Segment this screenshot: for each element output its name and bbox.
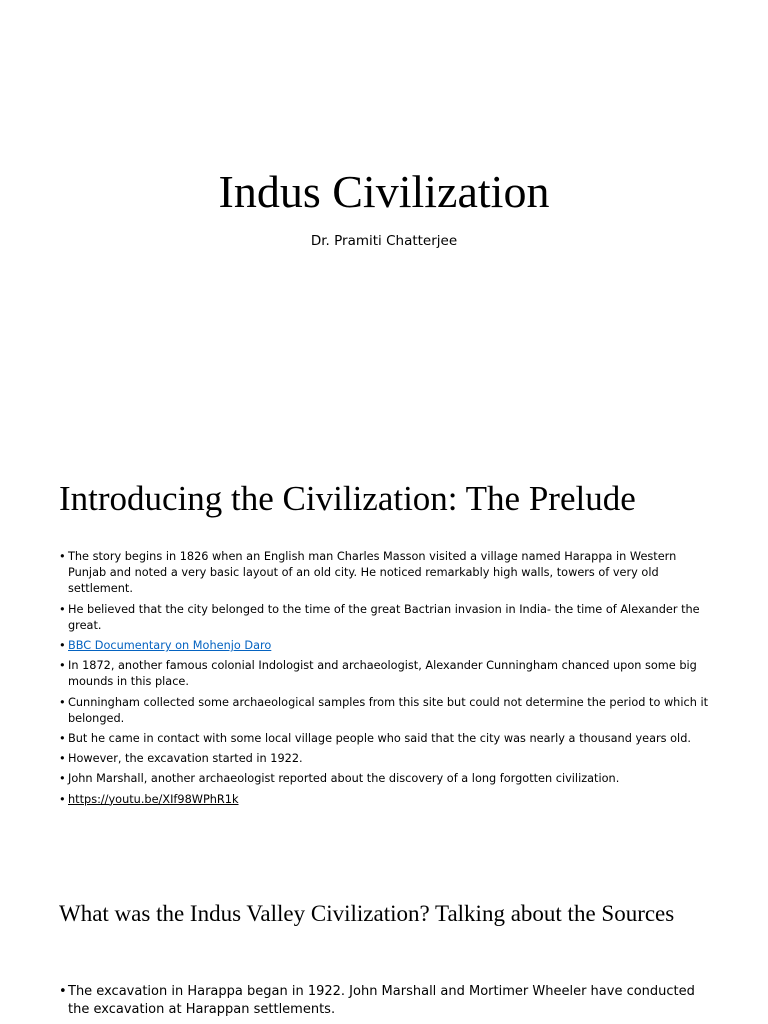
slide-heading: What was the Indus Valley Civilization? Talking about the Sources	[59, 901, 675, 926]
bullet-dot: •	[59, 752, 66, 766]
list-item	[59, 695, 711, 727]
bullet-list	[59, 983, 711, 1023]
youtube-link[interactable]: https://youtu.be/XIf98WPhR1k	[68, 792, 239, 806]
bullet-dot: •	[59, 732, 66, 746]
presentation-author: Dr. Pramiti Chatterjee	[310, 233, 458, 249]
list-item-text: John Marshall, another archaeologist reported about the discovery of a long forgotten civilization.	[68, 772, 620, 786]
list-item-text: Cunningham collected some archaeological samples from this site but could not determine the period to which it belonged.	[68, 695, 709, 725]
bullet-dot: •	[59, 772, 66, 786]
slide-heading: Introducing the Civilization: The Prelude	[59, 479, 636, 518]
list-item	[59, 602, 711, 634]
list-item	[59, 549, 711, 598]
list-item	[59, 983, 711, 1019]
list-item	[59, 658, 711, 690]
list-item	[59, 751, 711, 767]
list-item-text: However, the excavation started in 1922.	[68, 752, 303, 766]
bullet-dot: •	[59, 550, 66, 563]
list-item-text: He believed that the city belonged to the time of the great Bactrian invasion in India- the time of Alexander the great.	[68, 602, 700, 632]
bullet-dot: •	[59, 984, 67, 999]
sources-slide	[0, 860, 768, 1024]
list-item-text: In 1872, another famous colonial Indologist and archaeologist, Alexander Cunningham chanced upon some big mounds in this place.	[68, 659, 697, 689]
list-item	[59, 792, 711, 808]
bullet-dot: •	[59, 695, 66, 709]
list-item	[59, 731, 711, 747]
bullet-list	[59, 549, 711, 812]
list-item	[59, 771, 711, 787]
list-item-text: But he came in contact with some local village people who said that the city was nearly a thousand years old.	[68, 732, 691, 746]
bullet-dot: •	[59, 639, 66, 653]
bullet-dot: •	[59, 659, 66, 673]
bbc-documentary-link[interactable]: BBC Documentary on Mohenjo Daro	[68, 639, 272, 653]
prelude-slide	[0, 430, 768, 860]
bullet-dot: •	[59, 792, 66, 806]
list-item	[59, 638, 711, 654]
bullet-dot: •	[59, 602, 66, 616]
list-item-text: The excavation in Harappa began in 1922. John Marshall and Mortimer Wheeler have conducted the excavation at Harappan settlements.	[68, 984, 695, 1017]
presentation-title: Indus Civilization	[218, 166, 550, 217]
list-item-text: The story begins in 1826 when an English man Charles Masson visited a village named Harappa in Western Punjab and noted a very basic layout of an old city. He noticed remarkably high walls, towers of very old settlement.	[68, 550, 677, 596]
title-slide	[0, 0, 768, 430]
